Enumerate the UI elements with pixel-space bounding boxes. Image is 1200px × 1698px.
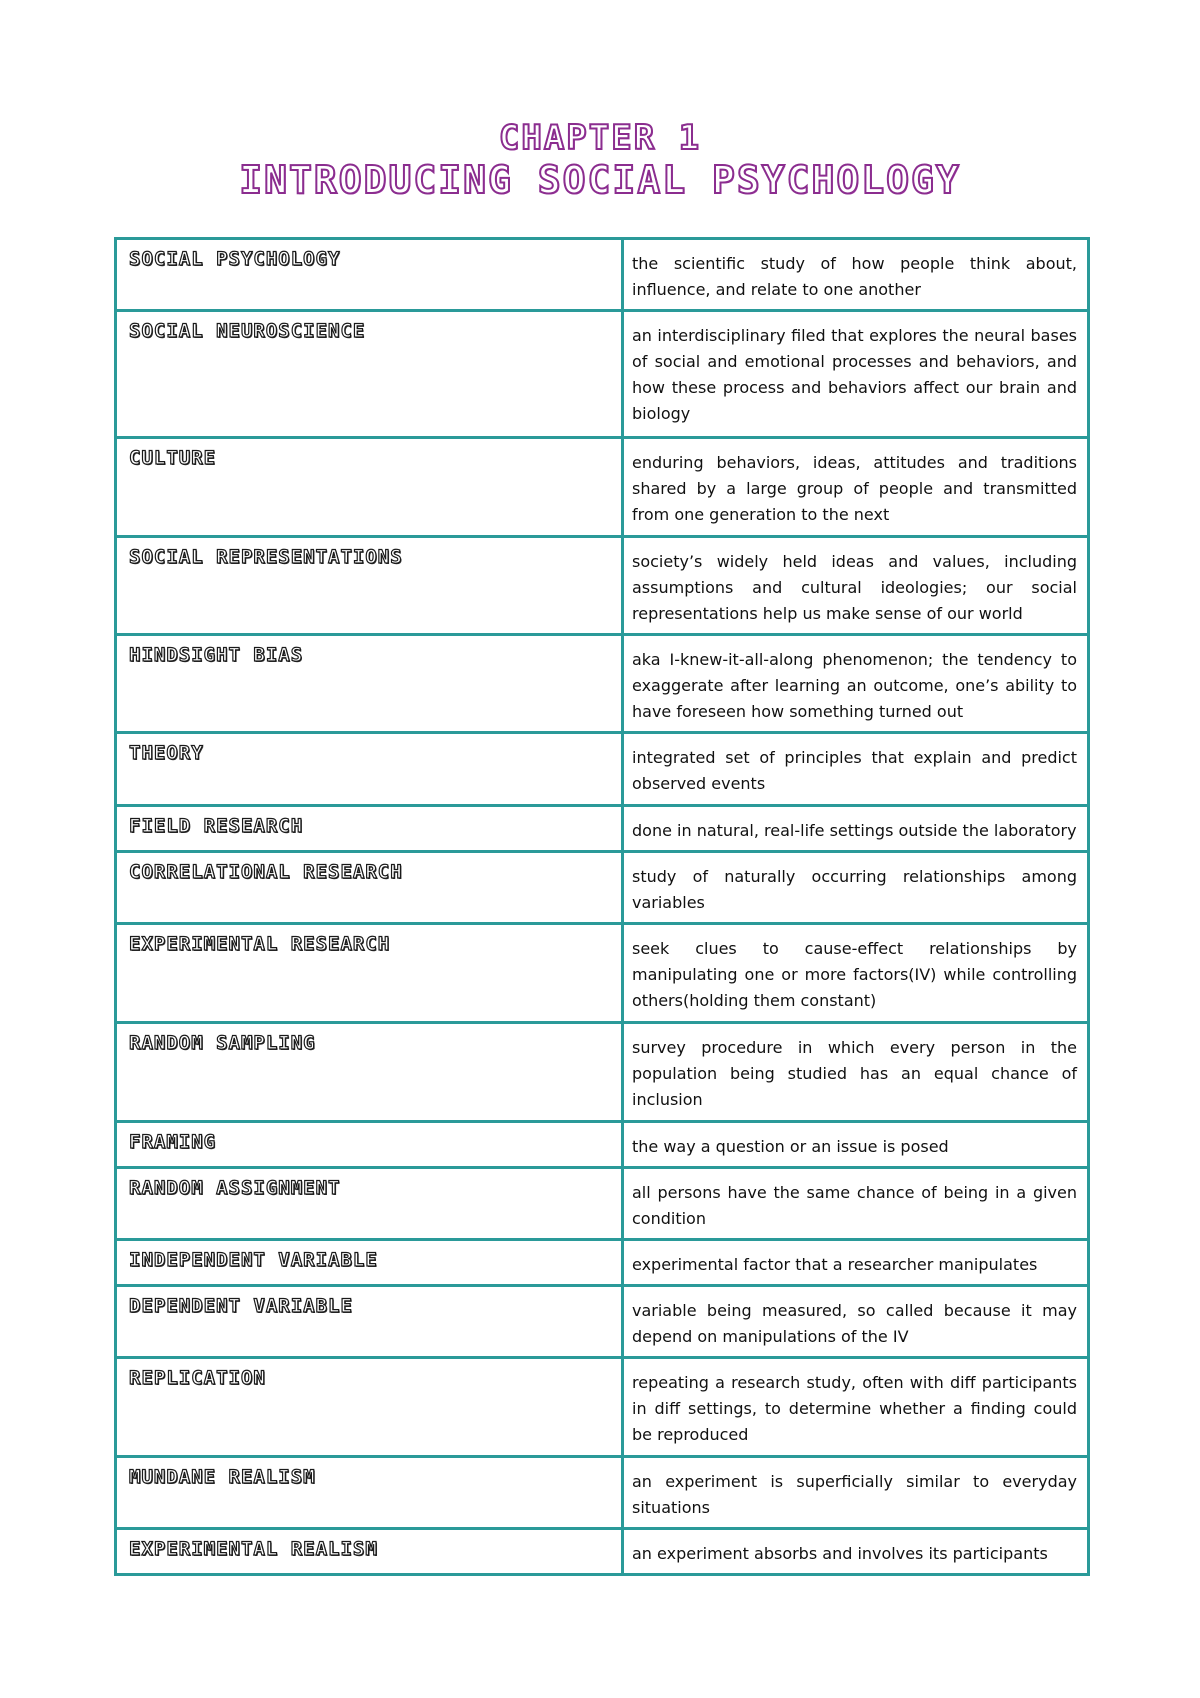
table-row [116,1023,1089,1122]
table-row [116,1168,1089,1240]
term-cell: EXPERIMENTAL REALISM [116,1529,623,1575]
table-row [116,1529,1089,1575]
table-row [116,1358,1089,1457]
term-cell: REPLICATION [116,1358,623,1457]
definition-cell: an experiment absorbs and involves its participants [623,1529,1089,1575]
table-row [116,1122,1089,1168]
page-title [0,118,1200,202]
definition-cell: seek clues to cause-effect relationships by manipulating one or more factors(IV) while controlling others(holding them constant) [623,924,1089,1023]
term-cell: DEPENDENT VARIABLE [116,1286,623,1358]
definition-cell: study of naturally occurring relationships among variables [623,852,1089,924]
chapter-title: INTRODUCING SOCIAL PSYCHOLOGY [239,158,961,202]
table-row [116,537,1089,635]
definition-cell: an interdisciplinary filed that explores the neural bases of social and emotional processes and behaviors, and how these process and behaviors affect our brain and biology [623,311,1089,438]
table-row [116,1240,1089,1286]
definition-cell: survey procedure in which every person in the population being studied has an equal chance of inclusion [623,1023,1089,1122]
table-row [116,733,1089,806]
term-cell: RANDOM SAMPLING [116,1023,623,1122]
term-cell: FIELD RESEARCH [116,806,623,852]
definition-cell: all persons have the same chance of being in a given condition [623,1168,1089,1240]
chapter-label: CHAPTER 1 [498,118,702,158]
table-row [116,1457,1089,1529]
term-cell: SOCIAL PSYCHOLOGY [116,239,623,311]
term-cell: CORRELATIONAL RESEARCH [116,852,623,924]
table-row [116,239,1089,311]
term-cell: SOCIAL REPRESENTATIONS [116,537,623,635]
term-cell: FRAMING [116,1122,623,1168]
term-cell: THEORY [116,733,623,806]
definition-cell: integrated set of principles that explain and predict observed events [623,733,1089,806]
table-row [116,438,1089,537]
table-row [116,806,1089,852]
definition-cell: experimental factor that a researcher manipulates [623,1240,1089,1286]
glossary-table [114,237,1090,1576]
definition-cell: enduring behaviors, ideas, attitudes and traditions shared by a large group of people and transmitted from one generation to the next [623,438,1089,537]
term-cell: INDEPENDENT VARIABLE [116,1240,623,1286]
table-row [116,852,1089,924]
term-cell: CULTURE [116,438,623,537]
term-cell: MUNDANE REALISM [116,1457,623,1529]
definition-cell: repeating a research study, often with diff participants in diff settings, to determine whether a finding could be reproduced [623,1358,1089,1457]
definition-cell: the way a question or an issue is posed [623,1122,1089,1168]
definition-cell: done in natural, real-life settings outside the laboratory [623,806,1089,852]
table-row [116,924,1089,1023]
definition-cell: the scientific study of how people think about, influence, and relate to one another [623,239,1089,311]
definition-cell: aka I-knew-it-all-along phenomenon; the tendency to exaggerate after learning an outcome, one’s ability to have foreseen how something turned out [623,635,1089,733]
term-cell: SOCIAL NEUROSCIENCE [116,311,623,438]
table-row [116,635,1089,733]
definition-cell: an experiment is superficially similar to everyday situations [623,1457,1089,1529]
definition-cell: variable being measured, so called because it may depend on manipulations of the IV [623,1286,1089,1358]
term-cell: RANDOM ASSIGNMENT [116,1168,623,1240]
table-row [116,1286,1089,1358]
table-row [116,311,1089,438]
term-cell: HINDSIGHT BIAS [116,635,623,733]
term-cell: EXPERIMENTAL RESEARCH [116,924,623,1023]
definition-cell: society’s widely held ideas and values, including assumptions and cultural ideologies; our social representations help us make sense of our world [623,537,1089,635]
